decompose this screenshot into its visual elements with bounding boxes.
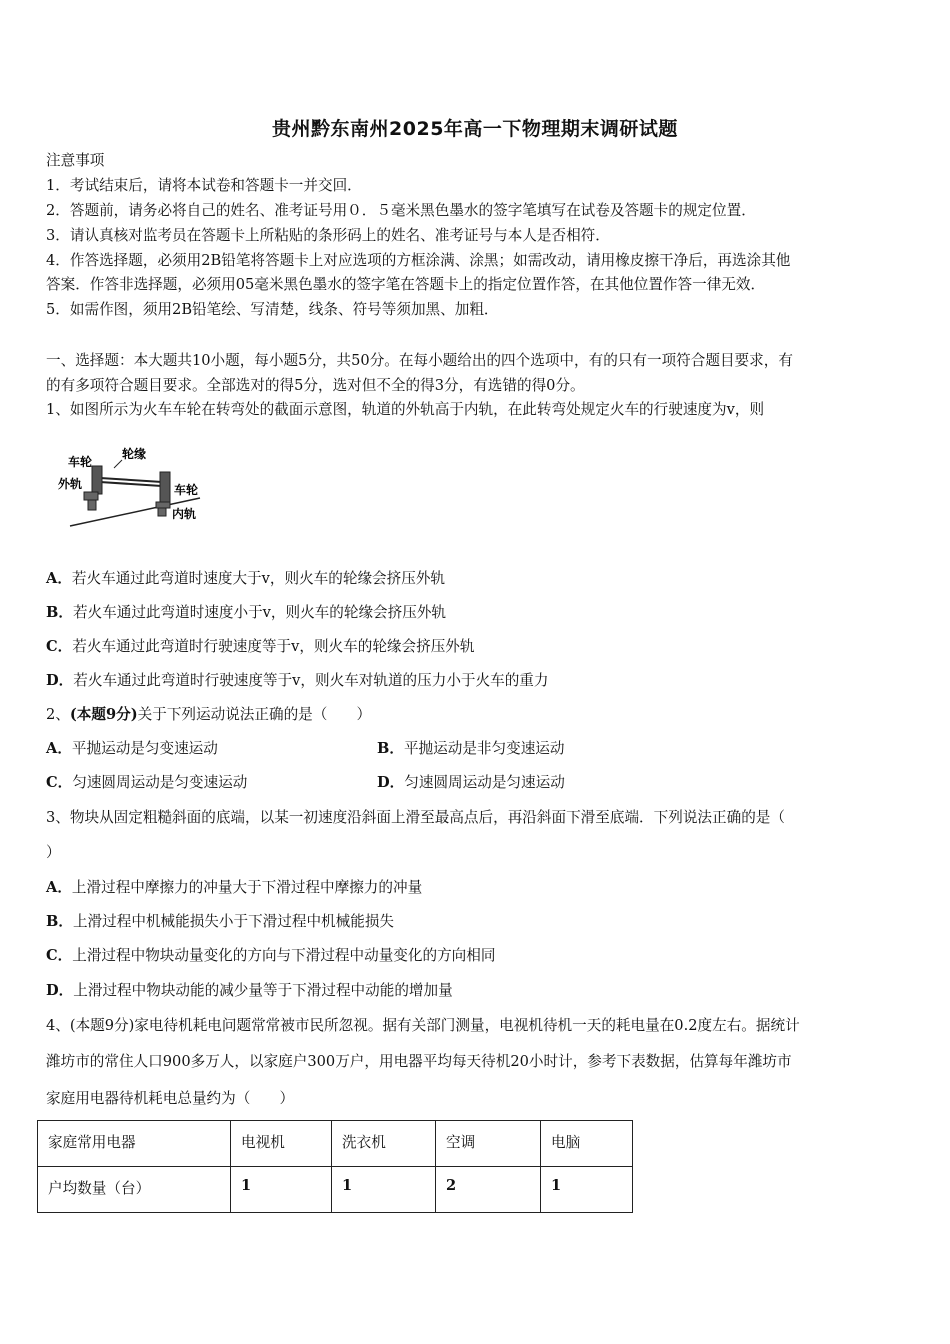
question-number: 2、 bbox=[46, 706, 70, 723]
option-text: 若火车通过此弯道时速度大于v，则火车的轮缘会挤压外轨 bbox=[71, 570, 446, 587]
option-letter: A． bbox=[46, 740, 72, 757]
option-letter: B． bbox=[377, 740, 404, 757]
option-letter: A． bbox=[46, 879, 72, 896]
question-3-stem-end: ） bbox=[46, 844, 61, 861]
option-b bbox=[377, 739, 564, 759]
table-cell: 洗衣机 bbox=[332, 1121, 436, 1167]
option-a bbox=[46, 739, 218, 759]
notice-item: 2．答题前，请务必将自己的姓名、准考证号用０．５毫米黑色墨水的签字笔填写在试卷及答题卡的规定位置． bbox=[46, 202, 756, 219]
option-text: 上滑过程中物块动能的减少量等于下滑过程中动能的增加量 bbox=[73, 982, 453, 999]
option-d bbox=[377, 773, 565, 793]
notice-item: 1．考试结束后，请将本试卷和答题卡一并交回． bbox=[46, 177, 362, 194]
option-letter: B． bbox=[46, 913, 73, 930]
option-text: 匀速圆周运动是匀速运动 bbox=[404, 774, 565, 791]
option-c bbox=[46, 637, 475, 657]
option-text: 上滑过程中机械能损失小于下滑过程中机械能损失 bbox=[72, 913, 395, 930]
appliance-table bbox=[37, 1120, 633, 1213]
option-letter: D． bbox=[377, 774, 405, 791]
inner-rail bbox=[156, 502, 170, 508]
notice-item: 3．请认真核对监考员在答题卡上所粘贴的条形码上的姓名、准考证号与本人是否相符． bbox=[46, 227, 610, 244]
outer-rail bbox=[84, 492, 98, 500]
outer-rail-base bbox=[88, 500, 96, 510]
option-letter: A． bbox=[46, 570, 72, 587]
wheel-rail-diagram bbox=[52, 438, 212, 530]
right-wheel bbox=[160, 472, 170, 502]
page-title: 贵州黔东南州2025年高一下物理期末调研试题 bbox=[272, 118, 678, 140]
label-outer-rail: 外轨 bbox=[58, 477, 83, 491]
label-wheel-right: 车轮 bbox=[174, 483, 199, 497]
table-cell: 电视机 bbox=[231, 1121, 332, 1167]
option-text: 上滑过程中摩擦力的冲量大于下滑过程中摩擦力的冲量 bbox=[71, 879, 423, 896]
option-letter: B． bbox=[46, 604, 73, 621]
section-instructions: 的有多项符合题目要求。全部选对的得5分，选对但不全的得3分，有选错的得0分。 bbox=[46, 377, 585, 394]
section-instructions: 一、选择题：本大题共10小题，每小题5分，共50分。在每小题给出的四个选项中，有的只有一项符合题目要求，有 bbox=[46, 352, 793, 369]
table-cell: 户均数量（台） bbox=[38, 1167, 231, 1213]
option-letter: C． bbox=[46, 638, 73, 655]
option-text: 若火车通过此弯道时行驶速度等于v，则火车对轨道的压力小于火车的重力 bbox=[73, 672, 549, 689]
option-letter: C． bbox=[46, 774, 73, 791]
option-a bbox=[46, 878, 422, 898]
question-tag: (本题9分) bbox=[69, 706, 138, 723]
question-text: 关于下列运动说法正确的是（ ） bbox=[137, 706, 372, 723]
option-text: 上滑过程中物块动量变化的方向与下滑过程中动量变化的方向相同 bbox=[72, 947, 496, 964]
question-4-line: 4、(本题9分)家电待机耗电问题常常被市民所忽视。据有关部门测量，电视机待机一天的耗电量在0.2度左右。据统计 bbox=[46, 1017, 800, 1034]
wheel-rail-figure bbox=[52, 438, 212, 530]
option-c bbox=[46, 946, 495, 966]
table-cell: 家庭常用电器 bbox=[38, 1121, 231, 1167]
option-text: 平抛运动是非匀变速运动 bbox=[403, 740, 565, 757]
table-cell: 1 bbox=[541, 1167, 633, 1213]
option-letter: C． bbox=[46, 947, 73, 964]
notice-item: 答案．作答非选择题，必须用05毫米黑色墨水的签字笔在答题卡上的指定位置作答，在其他位置作答一律无效． bbox=[46, 276, 766, 293]
rim-pointer bbox=[114, 460, 122, 468]
option-b bbox=[46, 603, 446, 623]
table-cell: 电脑 bbox=[541, 1121, 633, 1167]
notice-item: 4．作答选择题，必须用2B铅笔将答题卡上对应选项的方框涂满、涂黑；如需改动，请用橡皮擦干净后，再选涂其他 bbox=[46, 252, 791, 269]
question-1-stem: 1、如图所示为火车车轮在转弯处的截面示意图，轨道的外轨高于内轨，在此转弯处规定火车的行驶速度为v，则 bbox=[46, 401, 765, 418]
option-text: 平抛运动是匀变速运动 bbox=[71, 740, 218, 757]
option-b bbox=[46, 912, 394, 932]
table-cell: 2 bbox=[436, 1167, 541, 1213]
option-letter: D． bbox=[46, 672, 74, 689]
table-cell: 空调 bbox=[436, 1121, 541, 1167]
table-row bbox=[38, 1167, 633, 1213]
option-c bbox=[46, 773, 247, 793]
question-2-stem bbox=[46, 705, 371, 725]
option-text: 若火车通过此弯道时速度小于v，则火车的轮缘会挤压外轨 bbox=[72, 604, 447, 621]
inner-rail-base bbox=[158, 508, 166, 516]
option-letter: D． bbox=[46, 982, 74, 999]
question-4-line: 家庭用电器待机耗电总量约为（ ） bbox=[46, 1090, 295, 1107]
question-3-stem: 3、物块从固定粗糙斜面的底端，以某一初速度沿斜面上滑至最高点后，再沿斜面下滑至底端．下列说法正确的是（ bbox=[46, 809, 785, 826]
left-wheel bbox=[92, 466, 102, 494]
table-row bbox=[38, 1121, 633, 1167]
label-rim: 轮缘 bbox=[122, 447, 147, 461]
option-a bbox=[46, 569, 445, 589]
question-4-line: 潍坊市的常住人口900多万人，以家庭户300万户，用电器平均每天待机20小时计，参考下表数据，估算每年潍坊市 bbox=[46, 1053, 792, 1070]
label-wheel-left: 车轮 bbox=[68, 455, 93, 469]
option-text: 若火车通过此弯道时行驶速度等于v，则火车的轮缘会挤压外轨 bbox=[72, 638, 475, 655]
notice-heading: 注意事项 bbox=[46, 152, 105, 169]
option-d bbox=[46, 671, 549, 691]
label-inner-rail: 内轨 bbox=[172, 507, 197, 521]
option-text: 匀速圆周运动是匀变速运动 bbox=[72, 774, 248, 791]
table-cell: 1 bbox=[231, 1167, 332, 1213]
option-d bbox=[46, 981, 453, 1001]
notice-item: 5．如需作图，须用2B铅笔绘、写清楚，线条、符号等须加黑、加粗． bbox=[46, 301, 499, 318]
table-cell: 1 bbox=[332, 1167, 436, 1213]
